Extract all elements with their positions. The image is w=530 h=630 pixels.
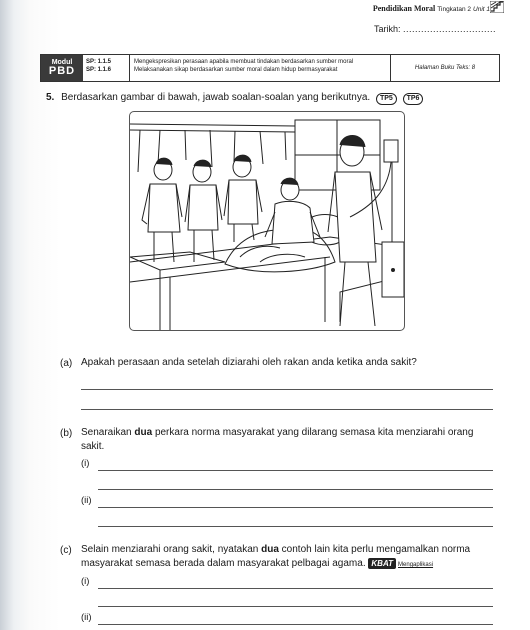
modul-pbd-banner bbox=[40, 54, 500, 82]
modul-label-bottom: PBD bbox=[48, 65, 76, 77]
hospital-scene-drawing bbox=[130, 112, 404, 330]
part-c-emphasis: dua bbox=[261, 544, 279, 555]
kbat-skill: Mengaplikasi bbox=[398, 562, 434, 568]
part-b-question bbox=[81, 426, 497, 454]
sp-code: SP: 1.1.5 bbox=[86, 59, 112, 65]
part-c-item-i: (i) bbox=[81, 576, 90, 587]
textbook-reference: Halaman Buku Teks: 8 bbox=[414, 65, 476, 71]
part-c-question bbox=[81, 543, 497, 572]
sp-description: Mengekspresikan perasaan apabila membuat tindakan berdasarkan sumber moral bbox=[134, 59, 354, 65]
modul-label-top: Modul bbox=[51, 59, 73, 66]
answer-line-a1[interactable] bbox=[81, 389, 493, 390]
tp-badge: TP6 bbox=[403, 93, 424, 105]
part-a-question: Apakah perasaan anda setelah diziarahi oleh rakan anda ketika anda sakit? bbox=[81, 357, 417, 368]
hospital-visit-illustration bbox=[129, 111, 405, 331]
level-label: Tingkatan 2 bbox=[437, 6, 472, 13]
sp-codes bbox=[83, 55, 130, 81]
answer-line-b2[interactable] bbox=[98, 489, 493, 490]
question-5-text: Berdasarkan gambar di bawah, jawab soalan-soalan yang berikutnya. bbox=[61, 92, 371, 103]
part-b-text-after: perkara norma masyarakat yang dilarang semasa kita menziarahi orang sakit. bbox=[81, 427, 474, 452]
part-c-label: (c) bbox=[60, 545, 72, 556]
question-5-heading bbox=[46, 92, 423, 105]
part-c-text-before: Selain menziarahi orang sakit, nyatakan bbox=[81, 544, 259, 555]
unit-label: Unit 1 bbox=[473, 6, 490, 13]
kbat-badge: KBAT bbox=[368, 558, 396, 569]
answer-line-b4[interactable] bbox=[98, 526, 493, 527]
answer-line-a2[interactable] bbox=[81, 409, 493, 410]
date-blank: ............................... bbox=[402, 24, 496, 34]
modul-badge bbox=[41, 55, 83, 81]
part-b-item-ii: (ii) bbox=[81, 495, 92, 506]
subject-title: Pendidikan Moral bbox=[372, 4, 436, 13]
answer-line-c2[interactable] bbox=[98, 606, 493, 607]
sp-descriptions bbox=[130, 55, 391, 81]
tp-badge: TP5 bbox=[376, 93, 397, 105]
part-b-label: (b) bbox=[60, 428, 73, 439]
part-b-text-before: Senaraikan bbox=[81, 427, 132, 438]
part-a-label: (a) bbox=[60, 358, 73, 369]
answer-line-c1[interactable] bbox=[98, 588, 493, 589]
question-number: 5. bbox=[46, 92, 55, 103]
part-c-item-ii: (ii) bbox=[81, 612, 92, 623]
answer-line-c3[interactable] bbox=[98, 624, 493, 625]
part-c-text-after: contoh lain kita perlu mengamalkan norma masyarakat semasa berada dalam masyarakat pelbagai agama. bbox=[81, 544, 471, 569]
answer-line-b1[interactable] bbox=[98, 470, 493, 471]
date-label: Tarikh: bbox=[373, 24, 401, 34]
stairs-logo-icon bbox=[490, 1, 504, 13]
sp-description: Melaksanakan sikap berdasarkan sumber moral dalam hidup bermasyarakat bbox=[134, 67, 338, 73]
sp-code: SP: 1.1.6 bbox=[86, 67, 112, 73]
header-subject bbox=[373, 4, 490, 13]
answer-line-b3[interactable] bbox=[98, 507, 493, 508]
part-b-item-i: (i) bbox=[81, 458, 90, 469]
date-field bbox=[374, 24, 496, 34]
part-b-emphasis: dua bbox=[134, 427, 153, 438]
